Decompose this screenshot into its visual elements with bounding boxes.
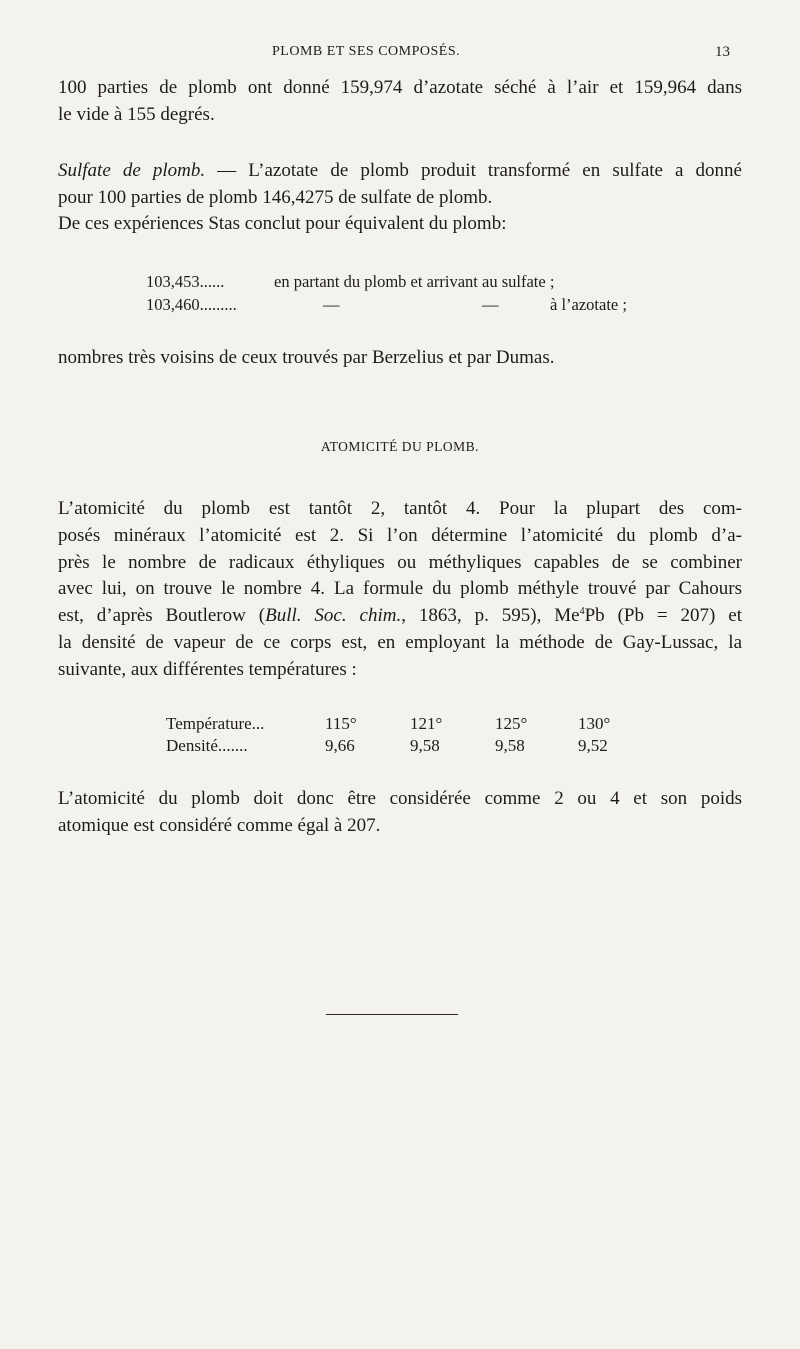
table-cell: 115° xyxy=(325,714,357,733)
sulfate-line-3: De ces expériences Stas conclut pour équivalent du plomb: xyxy=(58,213,507,234)
table-cell: 121° xyxy=(410,714,443,733)
atomicity-line-4: avec lui, on trouve le nombre 4. La formule du plomb méthyle trouvé par Cahours xyxy=(58,578,742,600)
final-line-1: L’atomicité du plomb doit donc être considérée comme 2 ou 4 et son poids xyxy=(58,788,742,809)
intro-line-1: 100 parties de plomb ont donné 159,974 d’azotate séché à l’air et 159,964 dans xyxy=(58,77,742,98)
table-cell: 9,58 xyxy=(410,736,440,755)
sulfate-title: Sulfate de plomb. xyxy=(58,160,206,181)
temperature-density-table xyxy=(0,714,800,760)
table-cell: 125° xyxy=(495,714,528,733)
atomicity-line-7: suivante, aux différentes températures : xyxy=(58,658,357,680)
equivalent-row xyxy=(146,270,555,293)
sulfate-line-1 xyxy=(58,158,742,185)
equivalents-list xyxy=(146,270,706,320)
page-number: 13 xyxy=(715,44,730,60)
atomicity-line-1: L’atomicité du plomb est tantôt 2, tantôt 4. Pour la plupart des com- xyxy=(58,498,742,519)
atomicity-line-5-a: est, d’après Boutlerow ( xyxy=(58,605,266,627)
equivalent-row xyxy=(146,293,706,316)
ditto-dash: — xyxy=(482,295,499,314)
table-cell: 9,52 xyxy=(578,736,608,755)
atomicity-line-2: posés minéraux l’atomicité est 2. Si l’on détermine l’atomicité du plomb d’a- xyxy=(58,524,742,546)
section-heading: ATOMICITÉ DU PLOMB. xyxy=(320,439,480,454)
atomicity-line-5-c: Pb (Pb = 207) et xyxy=(584,605,743,627)
final-line-2: atomique est considéré comme égal à 207. xyxy=(58,814,381,836)
intro-line-2: le vide à 155 degrés. xyxy=(58,103,215,125)
equivalent-text: à l’azotate ; xyxy=(550,295,627,314)
atomicity-line-5 xyxy=(58,603,742,630)
conclusion-line: nombres très voisins de ceux trouvés par Berzelius et par Dumas. xyxy=(58,347,555,368)
table-cell: 9,66 xyxy=(325,736,355,755)
atomicity-line-3: près le nombre de radicaux éthyliques ou méthyliques capables de se combiner xyxy=(58,551,742,573)
sulfate-line-1-text: — L’azotate de plomb produit transformé en sulfate a donné xyxy=(205,160,742,181)
equivalent-value: 103,460......... xyxy=(146,295,237,314)
row-label: Température... xyxy=(166,714,265,733)
atomicity-line-5-b: , 1863, p. 595), Me xyxy=(401,605,580,627)
ditto-dash: — xyxy=(323,295,340,314)
journal-reference: Bull. Soc. chim. xyxy=(265,605,402,627)
sulfate-line-2: pour 100 parties de plomb 146,4275 de sulfate de plomb. xyxy=(58,186,493,208)
intro-paragraph xyxy=(58,75,742,128)
table-cell: 130° xyxy=(578,714,611,733)
row-label: Densité....... xyxy=(166,736,248,755)
superscript-4: 4 xyxy=(579,606,585,618)
section-divider xyxy=(326,1014,458,1015)
running-header: PLOMB ET SES COMPOSÉS. xyxy=(272,44,461,59)
equivalent-value: 103,453...... xyxy=(146,272,225,291)
final-paragraph xyxy=(58,786,742,839)
equivalent-text: en partant du plomb et arrivant au sulfate ; xyxy=(274,272,555,291)
conclusion-paragraph xyxy=(58,345,742,372)
table-cell: 9,58 xyxy=(495,736,525,755)
atomicity-line-6: la densité de vapeur de ce corps est, en employant la méthode de Gay-Lussac, la xyxy=(58,631,742,653)
sulfate-paragraph xyxy=(58,158,742,238)
atomicity-paragraph xyxy=(58,496,742,684)
